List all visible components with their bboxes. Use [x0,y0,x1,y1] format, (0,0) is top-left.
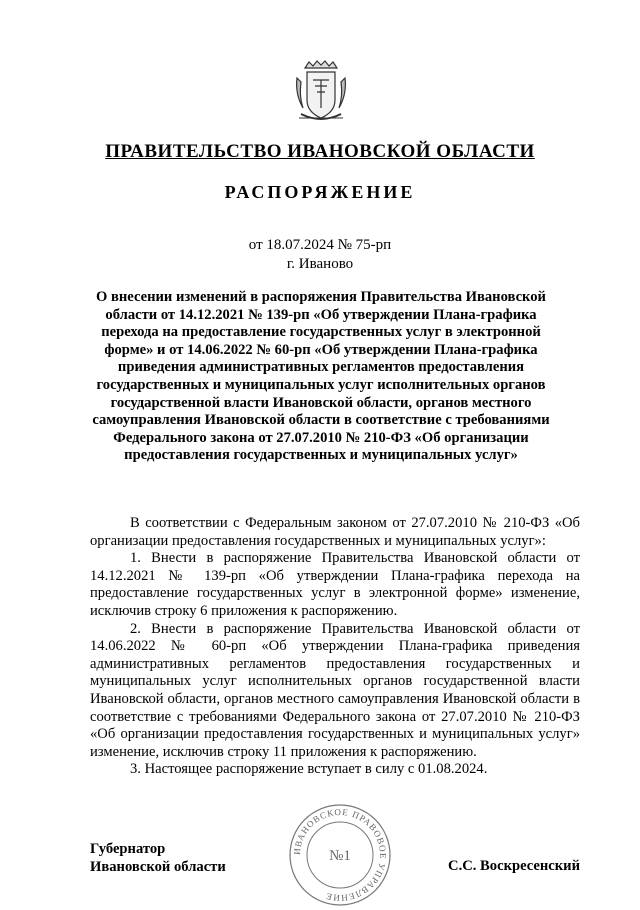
document-body [90,515,580,779]
document-type-heading: РАСПОРЯЖЕНИЕ [224,182,416,202]
body-preamble: В соответствии с Федеральным законом от 27.07.2010 № 210-ФЗ «Об организации предоставления государственных и муниципальных услуг»: [90,515,580,549]
signatory-position-line2: Ивановской области [90,859,226,875]
stamp-ring-text: ИВАНОВСКОЕ ПРАВОВОЕ УПРАВЛЕНИЕ [291,806,389,904]
body-item-3: 3. Настоящее распоряжение вступает в силу с 01.08.2024. [130,761,488,778]
signatory-name: С.С. Воскресенский [448,858,580,874]
organization-heading: ПРАВИТЕЛЬСТВО ИВАНОВСКОЙ ОБЛАСТИ [105,141,535,162]
document-title: О внесении изменений в распоряжения Правительства Ивановской области от 14.12.2021 № 139-рп «Об утверждении Плана-графика перехода на предоставление государственных услуг в электронной форме» и от 14.06.2022 № 60-рп «Об утверждении Плана-графика приведения административных регламентов предоставления государственных и муниципальных услуг исполнительных органов государственной власти Ивановской области, органов местного самоуправления Ивановской области в соответствие с требованиями Федерального закона от 27.07.2010 № 210-ФЗ «Об организации предоставления государственных и муниципальных услуг» [92,289,550,464]
body-item-2: 2. Внести в распоряжение Правительства Ивановской области от 14.06.2022 № 60-рп «Об утверждении Плана-графика приведения административных регламентов предоставления государственных и муниципальных услуг исполнительных органов государственной власти Ивановской области, органов местного самоуправления Ивановской области в соответствие с требованиями Федерального закона от 27.07.2010 № 210-ФЗ «Об организации предоставления государственных и муниципальных услуг» изменение, исключив строку 11 приложения к распоряжению. [90,620,580,760]
document-date-number: от 18.07.2024 № 75-рп [248,237,392,253]
document-city: г. Иваново [286,256,354,272]
coat-of-arms-icon [293,58,349,126]
body-item-1: 1. Внести в распоряжение Правительства Ивановской области от 14.12.2021 № 139-рп «Об утверждении Плана-графика перехода на предоставление государственных услуг в электронной форме» изменение, исключив строку 6 приложения к распоряжению. [90,550,580,619]
official-stamp-icon [285,800,395,910]
signatory-position-line1: Губернатор [90,841,166,857]
stamp-number: №1 [329,848,351,864]
signatory-position [90,840,226,876]
